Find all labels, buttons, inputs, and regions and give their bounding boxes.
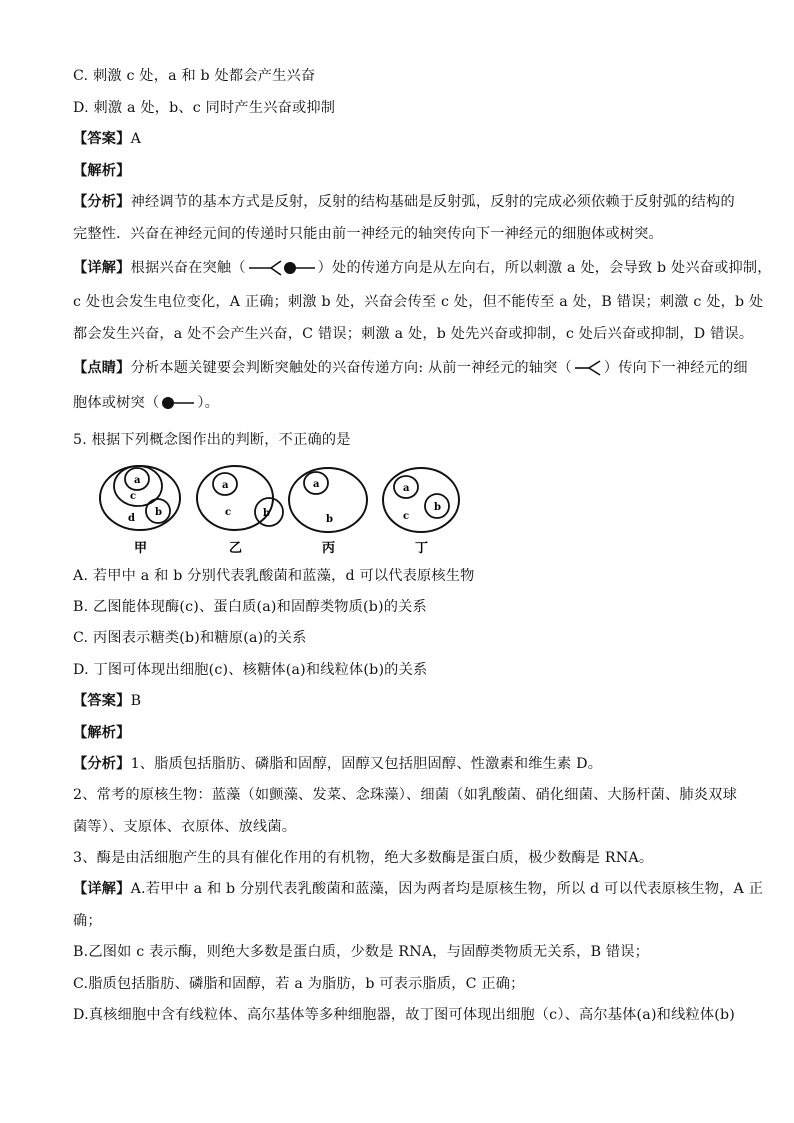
q5-fenxi-line-1: 【分析】1、脂质包括脂肪、磷脂和固醇，固醇又包括胆固醇、性激素和维生素 D。	[73, 756, 603, 772]
q5-answer	[73, 691, 754, 711]
q5-option-b: B. 乙图能体现酶(c)、蛋白质(a)和固醇类物质(b)的关系	[73, 599, 427, 615]
answer-tag: 【答案】	[73, 131, 131, 147]
q4-xiangjie-line-2: c 处也会发生电位变化，A 正确；刺激 b 处，兴奋会传至 c 处，但不能传至 a 处，B 错误；刺激 c 处，b 处	[73, 294, 764, 310]
q4-xiangjie-line-3: 都会发生兴奋，a 处不会产生兴奋，C 错误；刺激 a 处，b 处先兴奋或抑制，c 处后兴奋或抑制，D 错误。	[73, 326, 754, 342]
q5-xiangjie-line-3: B.乙图如 c 表示酶，则绝大多数是蛋白质，少数是 RNA，与固醇类物质无关系，B 错误；	[73, 944, 650, 960]
answer-tag: 【答案】	[73, 693, 131, 709]
bing-a: a	[313, 479, 320, 490]
dendrite-icon	[160, 395, 196, 411]
q4-dianjing-line-1: 【点睛】分析本题关键要会判断突触处的兴奋传递方向: 从前一神经元的轴突（ ）传向下一神经元的细	[73, 360, 748, 376]
q4-xiangjie-line-1: 【详解】根据兴奋在突触（ ）处的传递方向是从左向右，所以刺激 a 处，会导致 b 处兴奋或抑制，	[73, 260, 772, 276]
jia-label: 甲	[134, 541, 148, 555]
yi-a: a	[222, 480, 229, 491]
diagram-yi	[197, 466, 283, 555]
yi-label: 乙	[229, 541, 243, 555]
jia-c: c	[130, 491, 137, 502]
q5-option-c: C. 丙图表示糖类(b)和糖原(a)的关系	[73, 630, 307, 646]
q4-answer	[73, 129, 754, 149]
yi-c: c	[225, 507, 232, 518]
ding-label: 丁	[415, 541, 429, 555]
ding-b: b	[434, 502, 441, 513]
q5-option-a: A. 若甲中 a 和 b 分别代表乳酸菌和蓝藻，d 可以代表原核生物	[73, 568, 475, 584]
yi-b: b	[263, 508, 270, 519]
bing-label: 丙	[322, 541, 336, 555]
xiangjie-tag: 【详解】	[73, 260, 131, 276]
q5-xiangjie-line-4: C.脂质包括脂肪、磷脂和固醇，若 a 为脂肪，b 可表示脂质，C 正确；	[73, 976, 525, 992]
q4-fenxi-line-2: 完整性．兴奋在神经元间的传递时只能由前一神经元的轴突传向下一神经元的细胞体或树突。	[73, 226, 663, 242]
jia-b: b	[155, 507, 162, 518]
concept-diagram	[98, 460, 468, 555]
dianjing-tag: 【点睛】	[73, 360, 131, 376]
q5-xiangjie-line-1: 【详解】A.若甲中 a 和 b 分别代表乳酸菌和蓝藻，因为两者均是原核生物，所以 d 可以代表原核生物，A 正	[73, 881, 764, 897]
q5-fenxi-line-4: 3、酶是由活细胞产生的具有催化作用的有机物，绝大多数酶是蛋白质，极少数酶是 RNA。	[73, 850, 654, 866]
bing-b: b	[326, 514, 333, 525]
diagram-bing	[289, 468, 367, 555]
q5-analysis-heading: 【解析】	[73, 725, 131, 741]
q4-option-c: C. 刺激 c 处，a 和 b 处都会产生兴奋	[73, 68, 316, 84]
q5-stem: 5. 根据下列概念图作出的判断，不正确的是	[73, 432, 351, 448]
fenxi-tag: 【分析】	[73, 194, 131, 210]
xiangjie-tag: 【详解】	[73, 881, 131, 897]
ding-c: c	[403, 511, 410, 522]
q4-dianjing-line-2: 胞体或树突（ ）。	[73, 395, 220, 411]
fenxi-tag: 【分析】	[73, 756, 131, 772]
q5-xiangjie-line-5: D.真核细胞中含有线粒体、高尔基体等多种细胞器，故丁图可体现出细胞（c）、高尔基体(a)和线粒体(b)	[73, 1007, 735, 1023]
jia-d: d	[128, 513, 135, 524]
answer-value: A	[130, 131, 142, 147]
q5-fenxi-line-3: 菌等）、支原体、衣原体、放线菌。	[73, 819, 297, 835]
q4-fenxi-line-1: 【分析】神经调节的基本方式是反射，反射的结构基础是反射弧，反射的完成必须依赖于反射弧的结构的	[73, 194, 735, 210]
diagram-ding	[383, 468, 459, 555]
answer-value: B	[130, 693, 142, 709]
q5-option-d: D. 丁图可体现出细胞(c)、核糖体(a)和线粒体(b)的关系	[73, 662, 428, 678]
ding-a: a	[403, 483, 410, 494]
q5-fenxi-line-2: 2、常考的原核生物：蓝藻（如颤藻、发菜、念珠藻）、细菌（如乳酸菌、硝化细菌、大肠杆菌、肺炎双球	[73, 787, 737, 803]
diagram-jia	[100, 466, 180, 555]
jia-a: a	[134, 475, 141, 486]
axon-terminal-icon	[573, 360, 603, 376]
q4-analysis-heading: 【解析】	[73, 163, 131, 179]
synapse-icon	[247, 260, 317, 276]
q4-option-d: D. 刺激 a 处，b、c 同时产生兴奋或抑制	[73, 100, 336, 116]
q5-xiangjie-line-2: 确；	[73, 913, 102, 929]
